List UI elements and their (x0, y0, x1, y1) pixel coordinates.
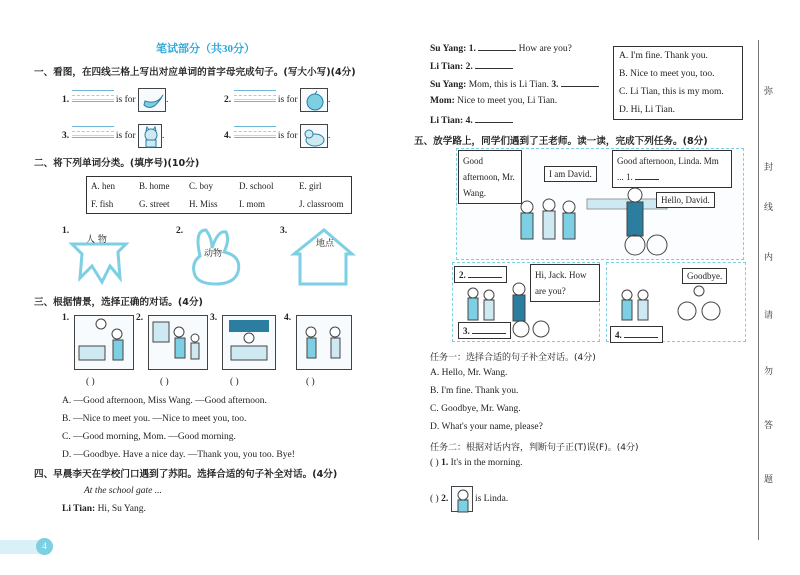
answer-blank[interactable] (468, 269, 502, 278)
four-line-writing-field[interactable] (234, 90, 276, 102)
section-4-heading: 四、早晨李天在学校门口遇到了苏阳。选择合适的句子补全对话。(4分) (34, 469, 338, 480)
four-line-writing-field[interactable] (72, 90, 114, 102)
answer-paren[interactable]: ( ) (86, 377, 95, 387)
blank-number: 4. (615, 330, 622, 340)
speech-bubble: I am David. (544, 166, 597, 182)
house-shape[interactable] (290, 226, 356, 291)
tf-item (430, 458, 522, 468)
item-number: 2. (441, 494, 449, 505)
group-3-number: 3. (280, 226, 288, 236)
banana-icon (138, 88, 166, 112)
q1-item-1: 1. is for . (62, 88, 168, 112)
section-1-heading: 一、看图，在四线三格上写出对应单词的首字母完成句子。(写大小写)(4分) (34, 67, 356, 78)
item-number: 4. (224, 131, 232, 142)
word-option: B. home (139, 181, 170, 191)
seal-char: 请 (764, 311, 774, 321)
seal-char: 答 (764, 421, 774, 431)
dialog-line (430, 60, 513, 72)
seal-char: 线 (764, 203, 774, 213)
q1-item-2: 2. is for . (224, 88, 330, 112)
speech-bubble: Hello, David. (656, 192, 715, 208)
item-text: is for (277, 95, 298, 106)
blank-number: 3. (551, 80, 559, 90)
answer-blank[interactable] (475, 114, 513, 123)
answer-blank[interactable] (561, 78, 599, 87)
speech: How are you? (518, 44, 572, 54)
person-shape[interactable] (68, 230, 130, 291)
item-text: is for (115, 131, 136, 142)
seal-char: 封 (764, 163, 774, 173)
answer-blank[interactable] (472, 325, 506, 334)
dialog-line (430, 78, 599, 90)
scene-meet-image (296, 315, 352, 370)
word-option: C. boy (189, 181, 214, 191)
seal-char: 内 (764, 253, 774, 263)
item-number: 2. (224, 95, 232, 106)
scene-goodbye-image (148, 315, 208, 370)
speech-bubble: Good afternoon, Mr. Wang. (458, 150, 522, 204)
group-2-number: 2. (176, 226, 184, 236)
word-option: G. street (139, 199, 170, 209)
seal-line (758, 40, 759, 540)
word-bank (86, 176, 352, 214)
task-option: A. Hello, Mr. Wang. (430, 368, 508, 378)
task-option: D. What's your name, please? (430, 422, 543, 432)
speech-bubble (612, 150, 732, 188)
section-5-heading: 五、放学路上，同学们遇到了王老师。读一读，完成下列任务。(8分) (414, 136, 708, 147)
choice-option: A. I'm fine. Thank you. (619, 51, 708, 61)
item-text: is for (115, 95, 136, 106)
answer-paren[interactable]: ( ) (160, 377, 169, 387)
blank-number: 1. (468, 44, 476, 54)
dialog-option: C. —Good morning, Mom. —Good morning. (62, 432, 236, 442)
task-option: B. I'm fine. Thank you. (430, 386, 519, 396)
blank-number: 2. (465, 62, 473, 72)
dialog-line (430, 42, 572, 54)
blank-number: 3. (463, 326, 470, 336)
speech-bubble: Hi, Jack. How are you? (530, 264, 600, 302)
speech: Hi, Su Yang. (97, 504, 146, 514)
word-option: F. fish (91, 199, 114, 209)
q1-item-3: 3. is for . (62, 124, 164, 148)
answer-blank[interactable] (478, 42, 516, 51)
group-label: 人 物 (86, 235, 107, 245)
dialog-option: D. —Goodbye. Have a nice day. —Thank you, you too. Bye! (62, 450, 295, 460)
speech: Mom, this is Li Tian. (468, 80, 549, 90)
dialog-option: A. —Good afternoon, Miss Wang. —Good afternoon. (62, 396, 267, 406)
dialog-line (62, 504, 146, 514)
word-option: E. girl (299, 181, 322, 191)
apple-icon (300, 88, 328, 112)
speaker: Li Tian: (430, 62, 464, 72)
blank-number: 4. (465, 116, 473, 126)
group-label: 动物 (204, 249, 223, 259)
group-label: 地点 (316, 239, 335, 249)
girl-avatar (451, 486, 473, 512)
word-option: I. mom (239, 199, 265, 209)
choice-option: D. Hi, Li Tian. (619, 105, 675, 115)
speech: Good afternoon, Linda. Mm ... 1. (617, 156, 719, 182)
q1-item-4: 4. is for . (224, 124, 330, 148)
task-option: C. Goodbye, Mr. Wang. (430, 404, 521, 414)
four-line-writing-field[interactable] (234, 126, 276, 138)
dialog-option: B. —Nice to meet you. —Nice to meet you, too. (62, 414, 247, 424)
speaker: Mom: (430, 96, 455, 106)
answer-blank[interactable] (624, 329, 658, 338)
dialog-line (430, 96, 557, 106)
scene-number: 2. (136, 313, 144, 323)
speech: Nice to meet you, Li Tian. (457, 96, 558, 106)
item-number: 3. (62, 131, 70, 142)
speaker: Li Tian: (430, 116, 464, 126)
four-line-writing-field[interactable] (72, 126, 114, 138)
seal-char: 题 (764, 475, 774, 485)
word-option: J. classroom (299, 199, 344, 209)
dialog-line (430, 114, 513, 126)
rabbit-shape[interactable] (186, 226, 248, 291)
scene-classroom-image (222, 315, 276, 370)
answer-paren[interactable]: ( ) (430, 494, 439, 505)
page-title: 笔试部分（共30分） (156, 43, 255, 55)
section-2-heading: 二、将下列单词分类。(填序号)(10分) (34, 158, 200, 169)
item-text: is Linda. (474, 494, 509, 505)
word-option: H. Miss (189, 199, 218, 209)
task-1-heading: 任务一：选择合适的句子补全对话。(4分) (430, 353, 596, 363)
word-option: A. hen (91, 181, 115, 191)
answer-paren[interactable]: ( ) (306, 377, 315, 387)
scene-number: 3. (210, 313, 218, 323)
item-number: 1. (441, 458, 449, 468)
answer-blank[interactable] (635, 171, 659, 180)
scene-number: 4. (284, 313, 292, 323)
scene-mom-morning-image (74, 315, 134, 370)
speech-bubble: Goodbye. (682, 268, 727, 284)
item-text: It's in the morning. (450, 458, 523, 468)
word-option: D. school (239, 181, 274, 191)
scene-number: 1. (62, 313, 70, 323)
tf-item (430, 486, 508, 512)
speech-bubble (454, 266, 507, 283)
page-number: 4 (36, 538, 53, 555)
answer-paren[interactable]: ( ) (430, 458, 439, 468)
seal-char: 勿 (764, 367, 774, 377)
answer-paren[interactable]: ( ) (230, 377, 239, 387)
item-number: 1. (62, 95, 70, 106)
choice-box (613, 46, 743, 120)
item-text: is for (277, 131, 298, 142)
task-2-heading: 任务二：根据对话内容，判断句子正(T)误(F)。(4分) (430, 443, 639, 453)
cat-icon (138, 124, 162, 148)
seal-char: 弥 (764, 87, 774, 97)
speech-bubble (458, 322, 511, 339)
scene-caption: At the school gate ... (84, 486, 162, 496)
answer-blank[interactable] (475, 60, 513, 69)
dog-icon (300, 124, 328, 148)
speech-bubble (610, 326, 663, 343)
choice-option: C. Li Tian, this is my mom. (619, 87, 724, 97)
choice-option: B. Nice to meet you, too. (619, 69, 715, 79)
speaker: Su Yang: (430, 44, 467, 54)
group-1-number: 1. (62, 226, 70, 236)
section-3-heading: 三、根据情景，选择正确的对话。(4分) (34, 297, 203, 308)
blank-number: 2. (459, 270, 466, 280)
speaker: Su Yang: (430, 80, 467, 90)
speaker: Li Tian: (62, 504, 96, 514)
